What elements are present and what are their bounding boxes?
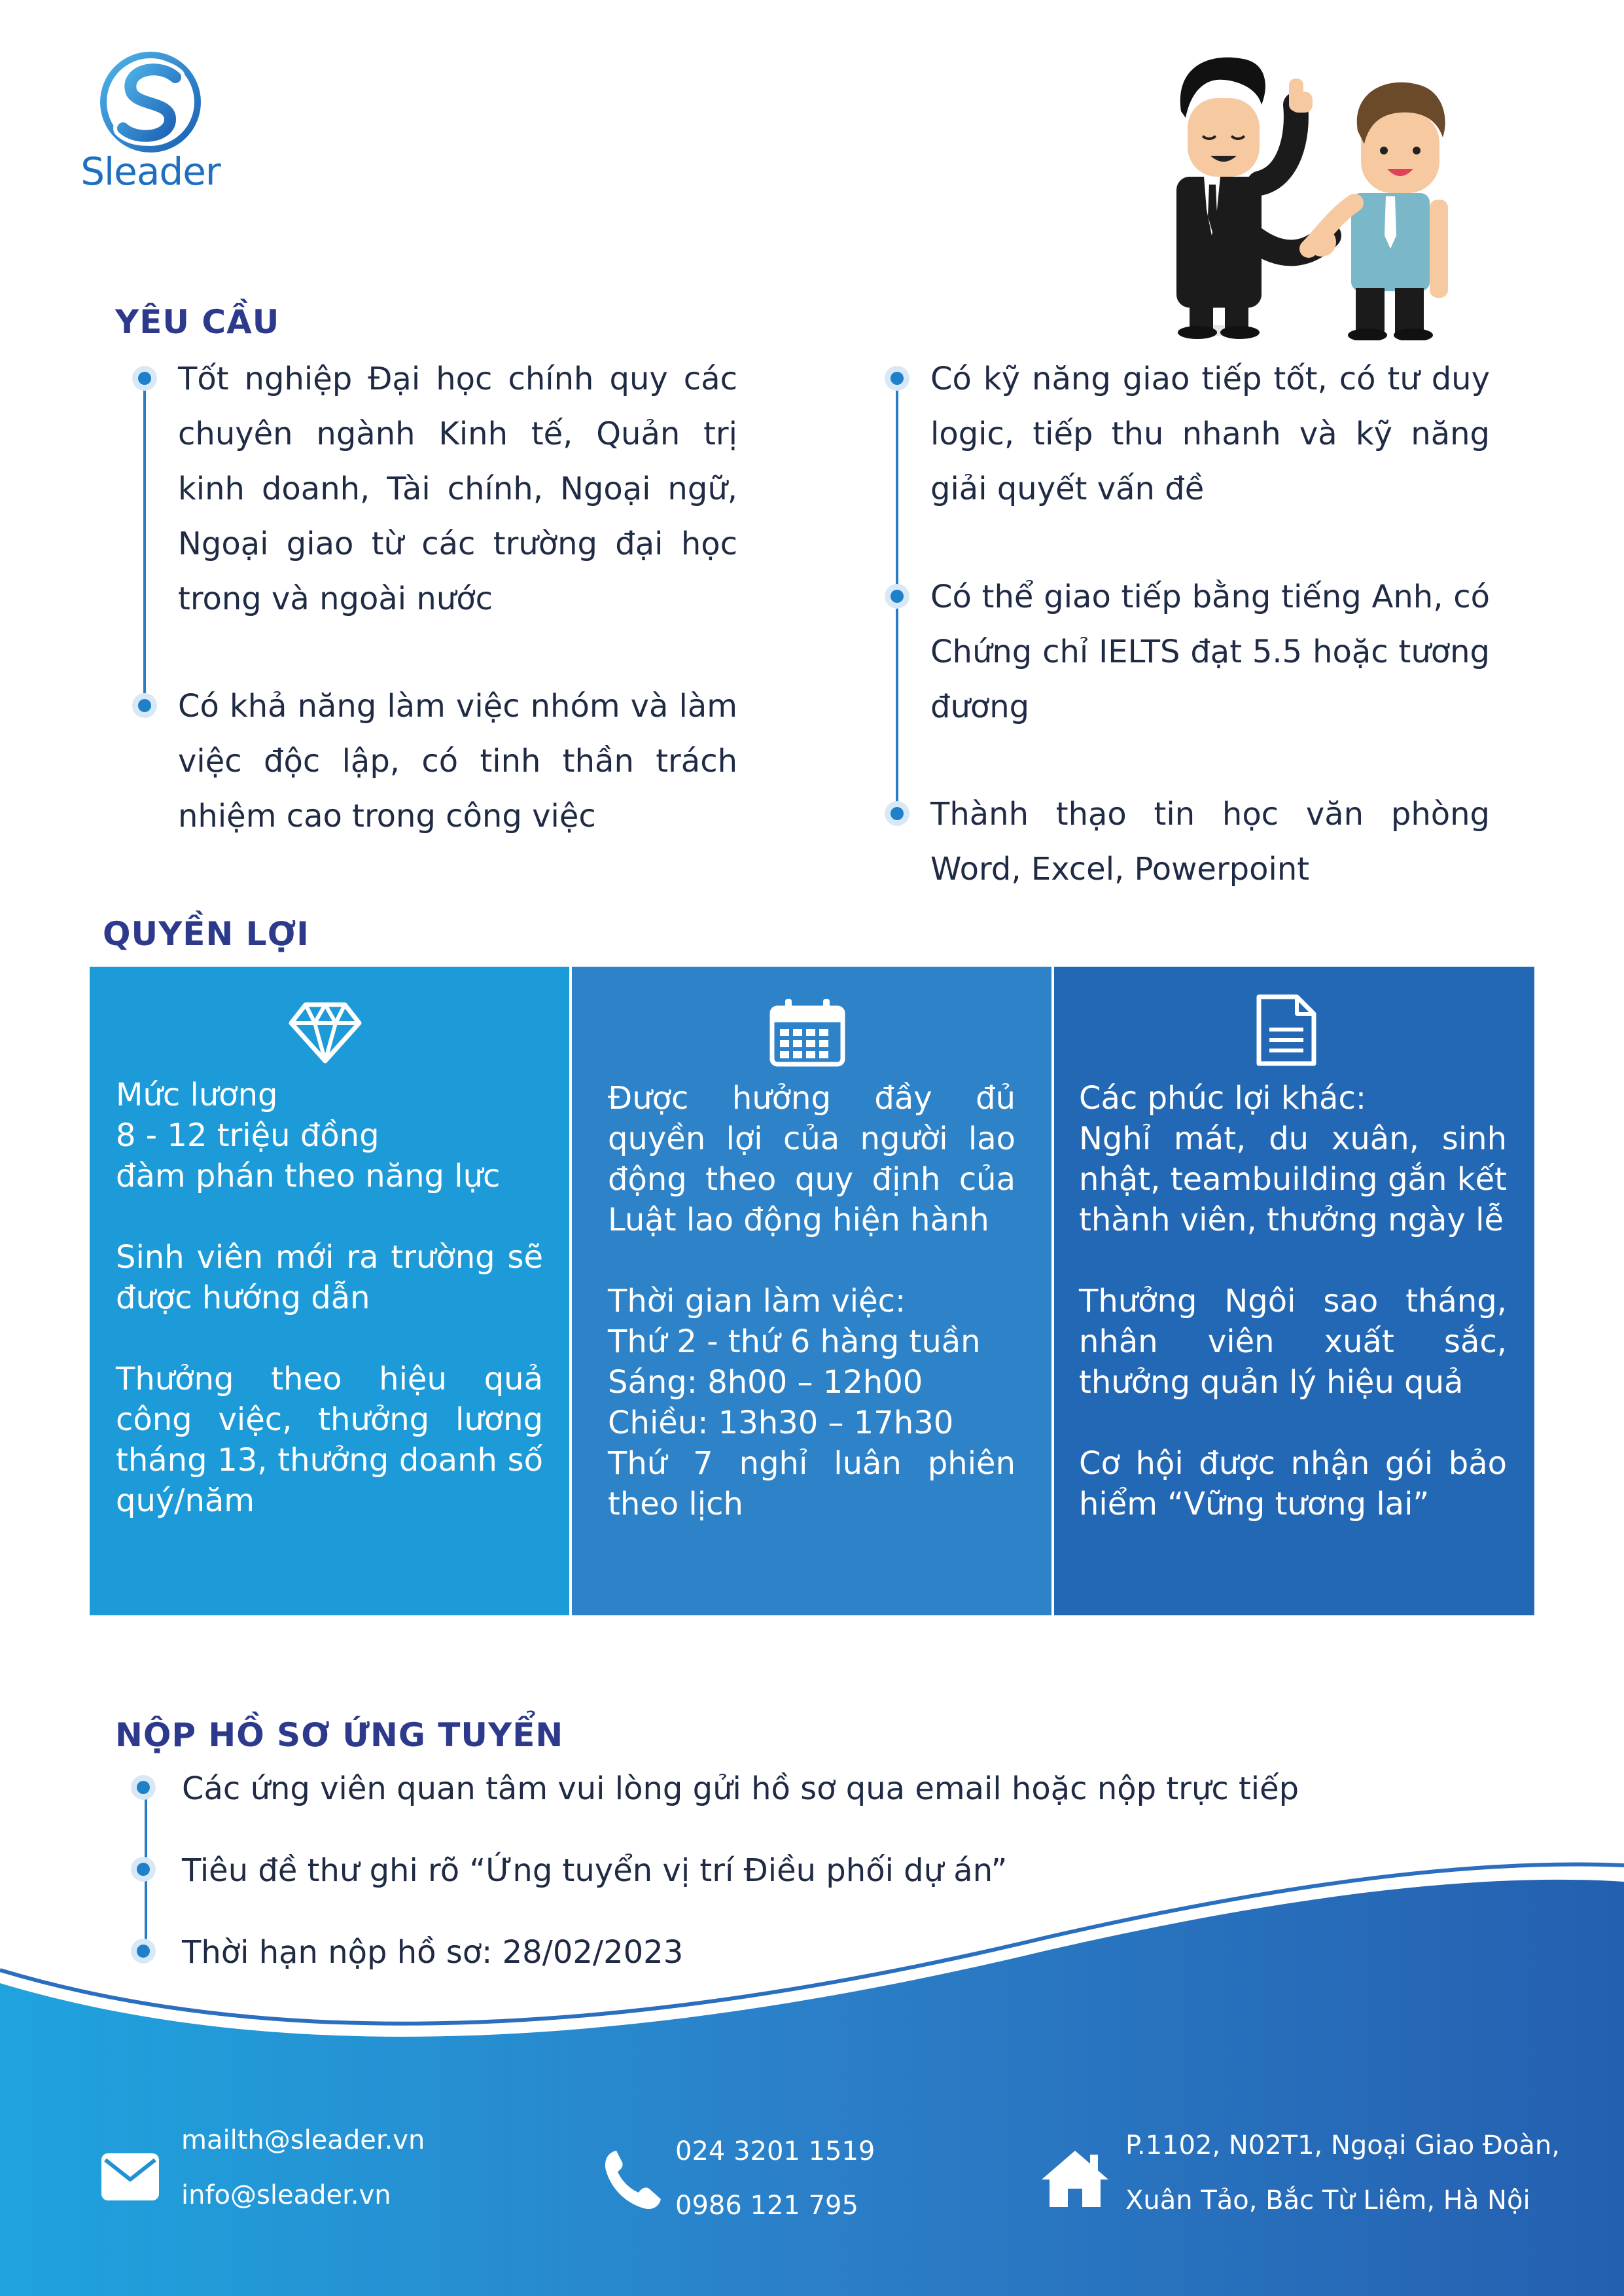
bullet-icon [132, 693, 157, 718]
phone-secondary[interactable]: 0986 121 795 [675, 2191, 858, 2221]
timeline-line [143, 378, 146, 705]
morning-hours: Sáng: 8h00 – 12h00 [608, 1364, 923, 1401]
mail-icon [101, 2153, 159, 2200]
benefit-text [116, 1075, 543, 1521]
benefit-text [608, 1078, 1015, 1524]
calendar-icon [768, 996, 847, 1068]
benefit-paragraph: Được hưởng đầy đủ quyền lợi của người lao động theo quy định của Luật lao động hiện hành [608, 1080, 1015, 1238]
bullet-icon [885, 801, 909, 826]
home-icon [1039, 2148, 1111, 2208]
address-line-2: Xuân Tảo, Bắc Từ Liêm, Hà Nội [1125, 2185, 1530, 2215]
brand-logo [65, 51, 236, 202]
benefits-title: QUYỀN LỢI [103, 915, 309, 953]
bullet-icon [885, 366, 909, 391]
requirements-title: YÊU CẦU [115, 303, 280, 341]
benefit-paragraph: Cơ hội được nhận gói bảo hiểm “Vững tương lai” [1079, 1445, 1507, 1522]
requirement-text: Tốt nghiệp Đại học chính quy các chuyên ngành Kinh tế, Quản trị kinh doanh, Tài chính, Ngoại ngữ, Ngoại giao từ các trường đại học trong và ngoài nước [178, 361, 737, 617]
benefit-card-work [569, 967, 1051, 1615]
bullet-icon [131, 1939, 156, 1964]
bullet-icon [131, 1775, 156, 1800]
email-secondary[interactable]: info@sleader.vn [181, 2180, 391, 2210]
salary-note: đàm phán theo năng lực [116, 1158, 501, 1194]
work-hours-label: Thời gian làm việc: [608, 1283, 906, 1319]
document-icon [1254, 993, 1319, 1067]
benefit-card-other [1051, 967, 1534, 1615]
afternoon-hours: Chiều: 13h30 – 17h30 [608, 1405, 954, 1441]
apply-text: Các ứng viên quan tâm vui lòng gửi hồ sơ qua email hoặc nộp trực tiếp [182, 1770, 1299, 1807]
apply-text: Tiêu đề thư ghi rõ “Ứng tuyển vị trí Điều phối dự án” [182, 1852, 1008, 1889]
work-days: Thứ 2 - thứ 6 hàng tuần [608, 1323, 981, 1360]
bullet-icon [885, 584, 909, 609]
bullet-icon [132, 366, 157, 391]
requirement-text: Thành thạo tin học văn phòng Word, Excel, Powerpoint [930, 796, 1490, 888]
apply-title: NỘP HỒ SƠ ỨNG TUYỂN [115, 1716, 564, 1754]
brand-name: Sleader [80, 149, 221, 194]
email-primary[interactable]: mailth@sleader.vn [181, 2125, 425, 2155]
benefits-panel [90, 967, 1534, 1615]
phone-icon [603, 2148, 662, 2211]
apply-text: Thời hạn nộp hồ sơ: 28/02/2023 [182, 1934, 684, 1971]
phone-primary[interactable]: 024 3201 1519 [675, 2136, 875, 2166]
benefit-paragraph: Thưởng Ngôi sao tháng, nhân viên xuất sắc, thưởng quản lý hiệu quả [1079, 1283, 1507, 1401]
saturday-note: Thứ 7 nghỉ luân phiên theo lịch [608, 1445, 1015, 1522]
address-line-1: P.1102, N02T1, Ngoại Giao Đoàn, [1125, 2130, 1560, 2161]
requirements-right-column [883, 363, 1492, 900]
salary-label: Mức lương [116, 1077, 278, 1113]
requirement-text: Có thể giao tiếp bằng tiếng Anh, có Chứng chỉ IELTS đạt 5.5 hoặc tương đương [930, 579, 1490, 725]
other-benefits-label: Các phúc lợi khác: [1079, 1080, 1367, 1117]
handshake-illustration [1112, 39, 1518, 340]
salary-range: 8 - 12 triệu đồng [116, 1117, 380, 1154]
requirement-text: Có khả năng làm việc nhóm và làm việc độc lập, có tinh thần trách nhiệm cao trong công việc [178, 688, 737, 834]
benefit-paragraph: Sinh viên mới ra trường sẽ được hướng dẫn [116, 1239, 543, 1316]
diamond-icon [286, 999, 364, 1065]
requirements-left-column [131, 363, 739, 861]
benefit-text [1079, 1078, 1507, 1524]
requirement-text: Có kỹ năng giao tiếp tốt, có tư duy logic, tiếp thu nhanh và kỹ năng giải quyết vấn đề [930, 361, 1490, 507]
benefit-paragraph: Thưởng theo hiệu quả công việc, thưởng lương tháng 13, thưởng doanh số quý/năm [116, 1361, 543, 1519]
benefit-paragraph: Nghỉ mát, du xuân, sinh nhật, teambuilding gắn kết thành viên, thưởng ngày lễ [1079, 1121, 1507, 1238]
benefit-card-salary [90, 967, 569, 1615]
sleader-logo-icon [97, 51, 204, 153]
bullet-icon [131, 1857, 156, 1882]
